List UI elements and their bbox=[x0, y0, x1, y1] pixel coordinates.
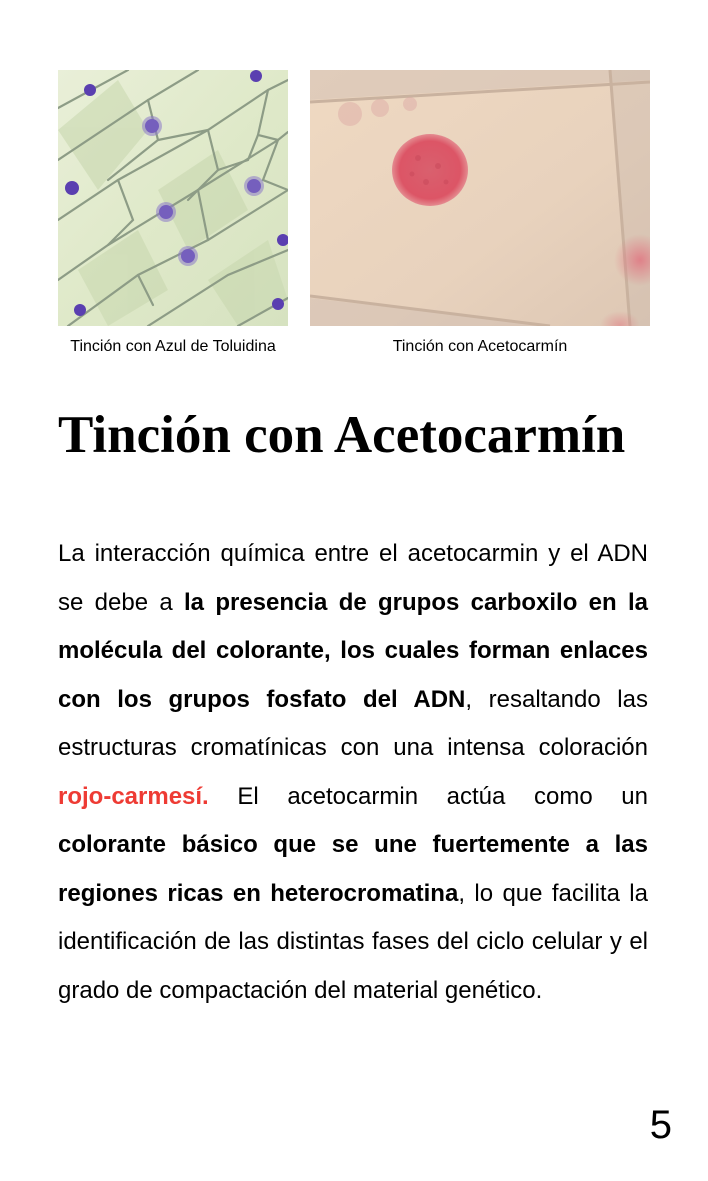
figure-acetocarmine bbox=[310, 70, 650, 358]
bold-segment-carboxyl: la presencia de grupos carboxilo en la molécula del colorante, los cuales forman enlaces con los grupos fosfato del ADN bbox=[58, 588, 648, 713]
text-segment: El acetocarmin actúa como un bbox=[208, 782, 648, 810]
text-segment: La interacción química entre el acetocarmin y el ADN se debe a bbox=[58, 540, 648, 616]
acetocarmine-micrograph bbox=[310, 70, 650, 326]
caption-acetocarmine: Tinción con Acetocarmín bbox=[392, 338, 568, 355]
caption-toluidine: Tinción con Azul de Toluidina bbox=[70, 338, 276, 355]
text-segment: , resaltando las estructuras cromatínicas con una intensa coloración bbox=[58, 685, 648, 761]
toluidine-micrograph bbox=[58, 70, 288, 326]
figure-toluidine bbox=[58, 70, 288, 358]
page-number: 5 bbox=[649, 1103, 672, 1147]
bold-segment-basic-dye: colorante básico que se une fuertemente a las regiones ricas en heterocromatina bbox=[58, 831, 648, 907]
body-paragraph bbox=[58, 530, 648, 1015]
highlight-red-crimson: rojo-carmesí. bbox=[58, 782, 209, 810]
page-title: Tinción con Acetocarmín bbox=[58, 406, 626, 464]
text-segment: , lo que facilita la identificación de las distintas fases del ciclo celular y el grado de compactación del material genético. bbox=[58, 879, 648, 1004]
